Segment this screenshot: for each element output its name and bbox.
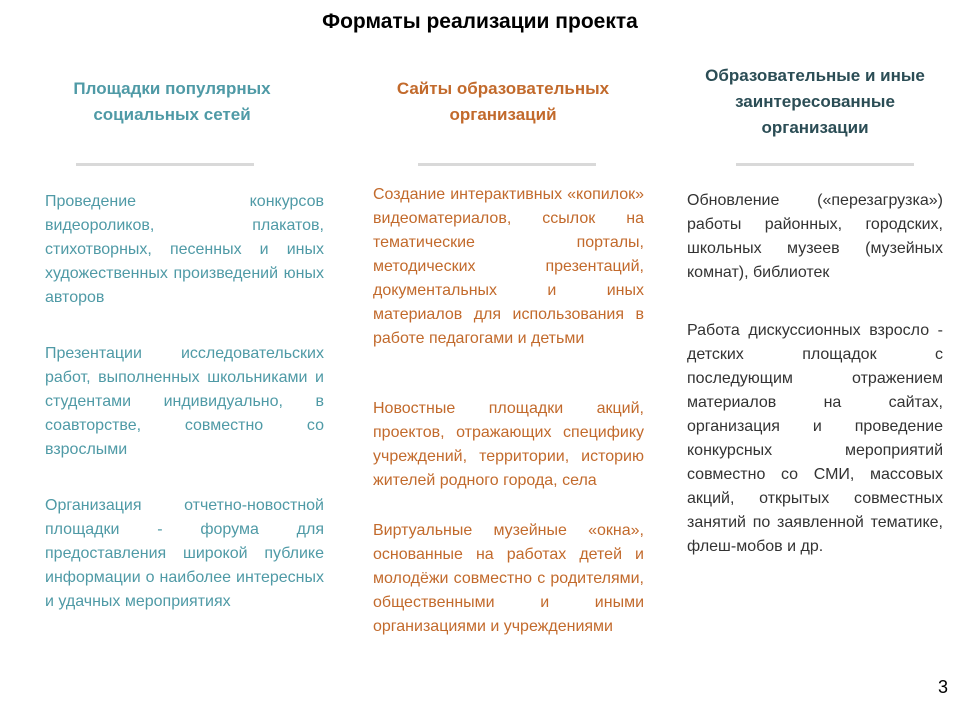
column-3-divider (736, 163, 914, 166)
slide-title: Форматы реализации проекта (322, 10, 638, 33)
column-1-paragraph-1: Проведение конкурсов видеороликов, плакатов, стихотворных, песенных и иных художественных произведений юных авторов (45, 193, 324, 306)
column-1-paragraph-3: Организация отчетно-новостной площадки - форума для предоставления широкой публике информации о наиболее интересных и удачных мероприятиях (45, 497, 324, 610)
column-1-divider (76, 163, 254, 166)
column-3-paragraph-2: Работа дискуссионных взросло - детских площадок с последующим отражением материалов на сайтах, организация и проведение конкурсных мероприятий совместно со СМИ, массовых акций, открытых совместных занятий по заявленной тематике, флеш-мобов и др. (687, 322, 943, 555)
column-3-paragraph-1: Обновление («перезагрузка») работы районных, городских, школьных музеев (музейных комнат), библиотек (687, 192, 943, 281)
page-number: 3 (937, 677, 948, 697)
column-1-heading: Площадки популярных социальных сетей (73, 79, 271, 124)
column-3-heading: Образовательные и иные заинтересованные организации (705, 66, 925, 137)
column-2-paragraph-2: Новостные площадки акций, проектов, отражающих специфику учреждений, территории, историю жителей родного города, села (373, 400, 644, 489)
column-2-paragraph-3: Виртуальные музейные «окна», основанные на работах детей и молодёжи совместно с родителями, общественными и иными организациями и учреждениями (373, 522, 644, 635)
column-1-paragraph-2: Презентации исследовательских работ, выполненных школьниками и студентами индивидуально, в соавторстве, совместно со взрослыми (45, 345, 324, 458)
column-2-heading: Сайты образовательных организаций (396, 79, 610, 124)
column-2-divider (418, 163, 596, 166)
column-2-paragraph-1: Создание интерактивных «копилок» видеоматериалов, ссылок на тематические порталы, методических презентаций, документальных и иных материалов для использования в работе педагогами и детьми (373, 186, 644, 347)
